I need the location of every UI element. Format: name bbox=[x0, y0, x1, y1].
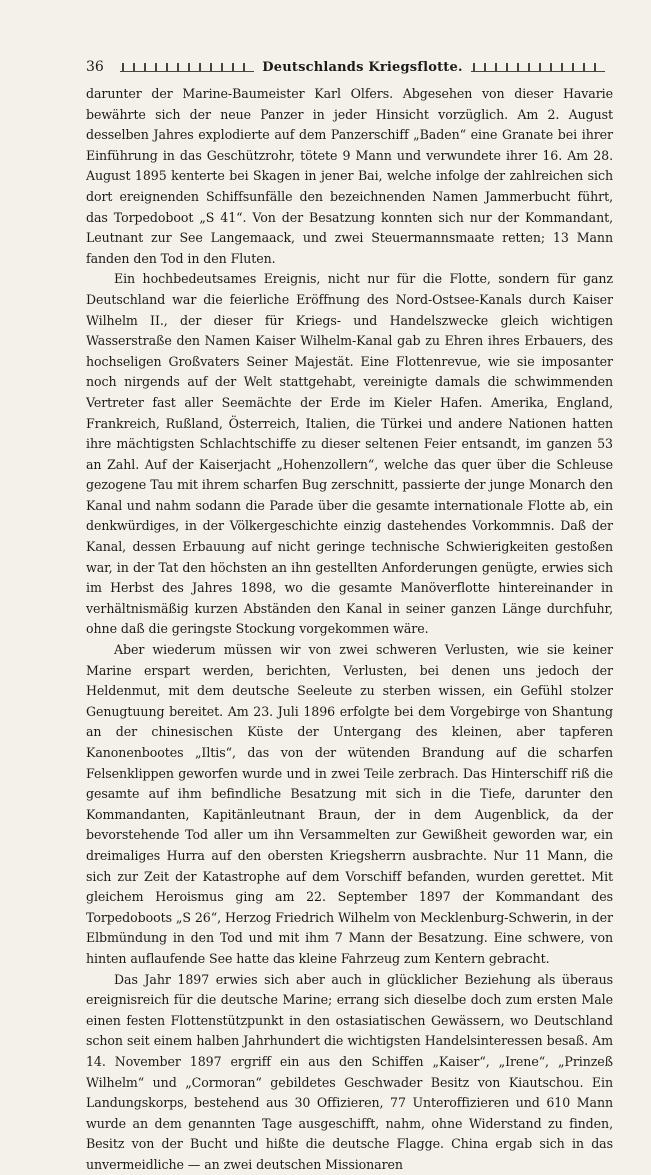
ornament-rule-right bbox=[471, 63, 605, 72]
body-text bbox=[86, 84, 613, 1175]
running-title: Deutschlands Kriegsflotte. bbox=[262, 59, 463, 75]
page-header bbox=[86, 56, 613, 78]
paragraph: Aber wiederum müssen wir von zwei schweren Verlusten, wie sie keiner Marine erspart werden, berichten, Verlusten, bei denen uns jedoch der Heldenmut, mit dem deutsche Seeleute zu sterben wissen, ein Gefühl stolzer Genugtuung bereitet. Am 23. Juli 1896 erfolgte bei dem Vorgebirge von Shantung an der chinesischen Küste der Untergang des kleinen, aber tapferen Kanonenbootes „Iltis“, das von der wütenden Brandung auf die scharfen Felsenklippen geworfen wurde und in zwei Teile zerbrach. Das Hinterschiff riß die gesamte auf ihm befindliche Besatzung mit sich in die Tiefe, darunter den Kommandanten, Kapitänleutnant Braun, der in dem Augenblick, da der bevorstehende Tod aller um ihn Versammelten zur Gewißheit geworden war, ein dreimaliges Hurra auf den obersten Kriegsherrn ausbrachte. Nur 11 Mann, die sich zur Zeit der Katastrophe auf dem Vorschiff befanden, wurden gerettet. Mit gleichem Heroismus ging am 22. September 1897 der Kommandant des Torpedoboots „S 26“, Herzog Friedrich Wilhelm von Mecklenburg-Schwerin, in der Elbmündung in den Tod und mit ihm 7 Mann der Besatzung. Eine schwere, von hinten auflaufende See hatte das kleine Fahrzeug zum Kentern gebracht. bbox=[86, 642, 613, 966]
page-number: 36 bbox=[86, 59, 104, 75]
paragraph: Ein hochbedeutsames Ereignis, nicht nur für die Flotte, sondern für ganz Deutschland war die feierliche Eröffnung des Nord-Ostsee-Kanals durch Kaiser Wilhelm II., der dieser für Kriegs- und Handelszwecke gleich wichtigen Wasserstraße den Namen Kaiser Wilhelm-Kanal gab zu Ehren ihres Erbauers, des hochseligen Großvaters Seiner Majestät. Eine Flottenrevue, wie sie imposanter noch nirgends auf der Welt stattgehabt, vereinigte damals die schwimmenden Vertreter fast aller Seemächte der Erde im Kieler Hafen. Amerika, England, Frankreich, Rußland, Österreich, Italien, die Türkei und andere Nationen hatten ihre mächtigsten Schlachtschiffe zu dieser seltenen Feier entsandt, im ganzen 53 an Zahl. Auf der Kaiserjacht „Hohenzollern“, welche das quer über die Schleuse gezogene Tau mit ihrem scharfen Bug zerschnitt, passierte der junge Monarch den Kanal und nahm sodann die Parade über die gesamte internationale Flotte ab, ein denkwürdiges, in der Völkergeschichte einzig dastehendes Vorkommnis. Daß der Kanal, dessen Erbauung auf nicht geringe technische Schwierigkeiten gestoßen war, in der Tat den höchsten an ihn gestellten Anforderungen genügte, erwies sich im Herbst des Jahres 1898, wo die gesamte Manöverflotte hintereinander in verhältnismäßig kurzen Abständen den Kanal in seiner ganzen Länge durchfuhr, ohne daß die geringste Stockung vorgekommen wäre. bbox=[86, 271, 613, 637]
paragraph: darunter der Marine-Baumeister Karl Olfers. Abgesehen von dieser Havarie bewährte sich der neue Panzer in jeder Hinsicht vorzüglich. Am 2. August desselben Jahres explodierte auf dem Panzerschiff „Baden“ eine Granate bei ihrer Einführung in das Geschützrohr, tötete 9 Mann und verwundete ihrer 16. Am 28. August 1895 kenterte bei Skagen in jener Bai, welche infolge der zahlreichen sich dort ereignenden Schiffsunfälle den bezeichnenden Namen Jammerbucht führt, das Torpedoboot „S 41“. Von der Besatzung konnten sich nur der Kommandant, Leutnant zur See Langemaack, und zwei Steuermannsmaate retten; 13 Mann fanden den Tod in den Fluten. bbox=[86, 86, 613, 266]
ornament-rule-left bbox=[120, 63, 254, 72]
paragraph: Das Jahr 1897 erwies sich aber auch in glücklicher Beziehung als überaus ereignisreich für die deutsche Marine; errang sich dieselbe doch zum ersten Male einen festen Flottenstützpunkt in den ostasiatischen Gewässern, wo Deutschland schon seit einem halben Jahrhundert die wichtigsten Handelsinteressen besaß. Am 14. November 1897 ergriff ein aus den Schiffen „Kaiser“, „Irene“, „Prinzeß Wilhelm“ und „Cormoran“ gebildetes Geschwader Besitz von Kiautschou. Ein Landungskorps, bestehend aus 30 Offizieren, 77 Unteroffizieren und 610 Mann wurde an dem genannten Tage ausgeschifft, nahm, ohne Widerstand zu finden, Besitz von der Bucht und hißte die deutsche Flagge. China ergab sich in das unvermeidliche — an zwei deutschen Missionaren bbox=[86, 971, 613, 1172]
